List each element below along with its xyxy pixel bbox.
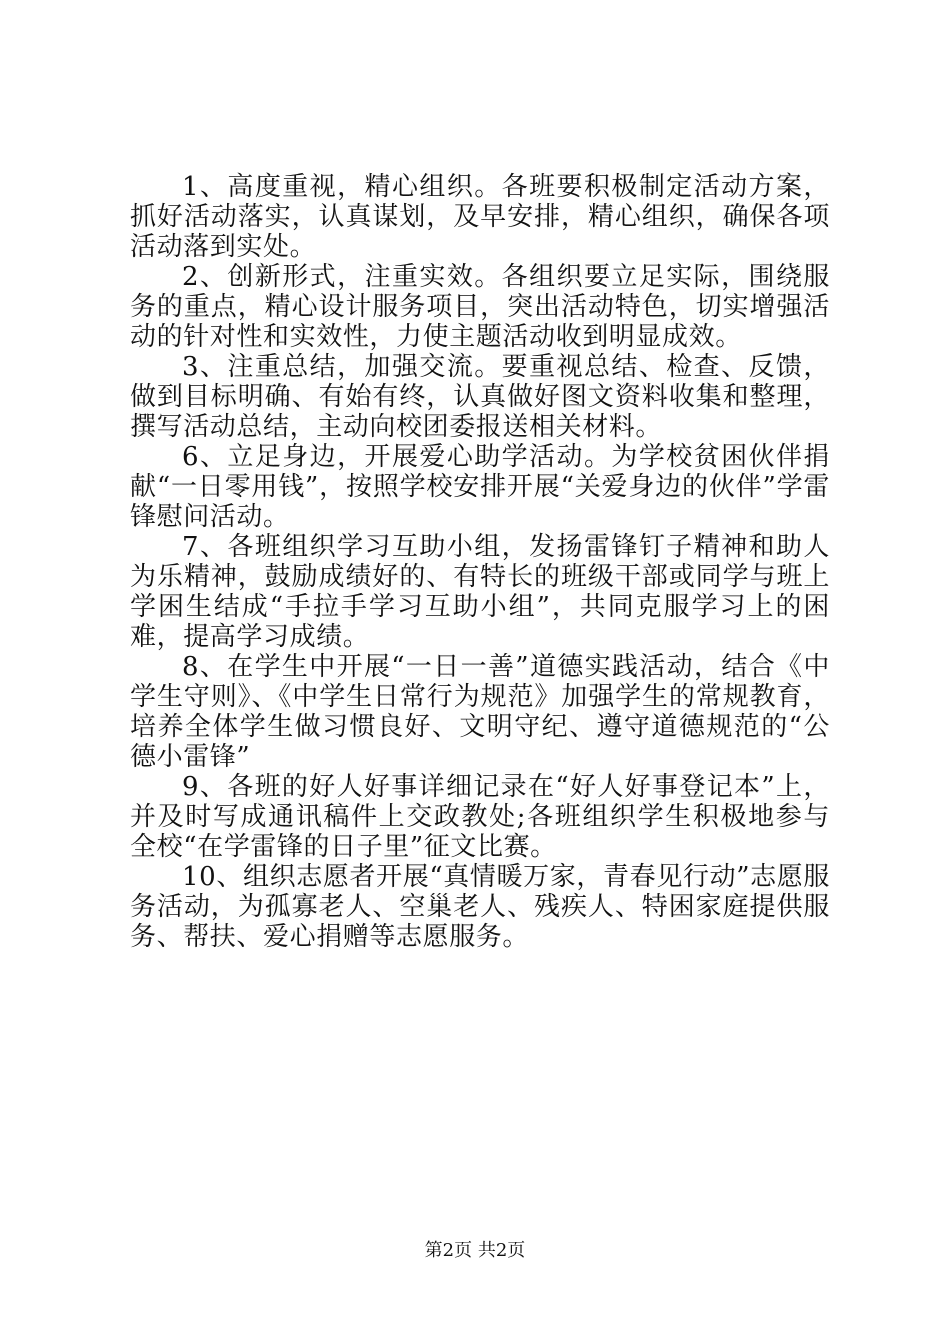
paragraph-1: 1、高度重视，精心组织。各班要积极制定活动方案，抓好活动落实，认真谋划，及早安排，精心组织，确保各项活动落到实处。 xyxy=(130,172,830,262)
paragraph-8: 8、在学生中开展“一日一善”道德实践活动，结合《中学生守则》、《中学生日常行为规范》加强学生的常规教育，培养全体学生做习惯良好、文明守纪、遵守道德规范的“公德小雷锋” xyxy=(130,652,830,772)
document-body xyxy=(130,172,830,952)
paragraph-6: 6、立足身边，开展爱心助学活动。为学校贫困伙伴捐献“一日零用钱”，按照学校安排开展“关爱身边的伙伴”学雷锋慰问活动。 xyxy=(130,442,830,532)
paragraph-9: 9、各班的好人好事详细记录在“好人好事登记本”上，并及时写成通讯稿件上交政教处;各班组织学生积极地参与全校“在学雷锋的日子里”征文比赛。 xyxy=(130,772,830,862)
paragraph-2: 2、创新形式，注重实效。各组织要立足实际，围绕服务的重点，精心设计服务项目，突出活动特色，切实增强活动的针对性和实效性，力使主题活动收到明显成效。 xyxy=(130,262,830,352)
paragraph-7: 7、各班组织学习互助小组，发扬雷锋钉子精神和助人为乐精神，鼓励成绩好的、有特长的班级干部或同学与班上学困生结成“手拉手学习互助小组”，共同克服学习上的困难，提高学习成绩。 xyxy=(130,532,830,652)
paragraph-10: 10、组织志愿者开展“真情暖万家，青春见行动”志愿服务活动，为孤寡老人、空巢老人、残疾人、特困家庭提供服务、帮扶、爱心捐赠等志愿服务。 xyxy=(130,862,830,952)
page-footer: 第2页 共2页 xyxy=(424,1240,526,1261)
paragraph-3: 3、注重总结，加强交流。要重视总结、检查、反馈，做到目标明确、有始有终，认真做好图文资料收集和整理，撰写活动总结，主动向校团委报送相关材料。 xyxy=(130,352,830,442)
